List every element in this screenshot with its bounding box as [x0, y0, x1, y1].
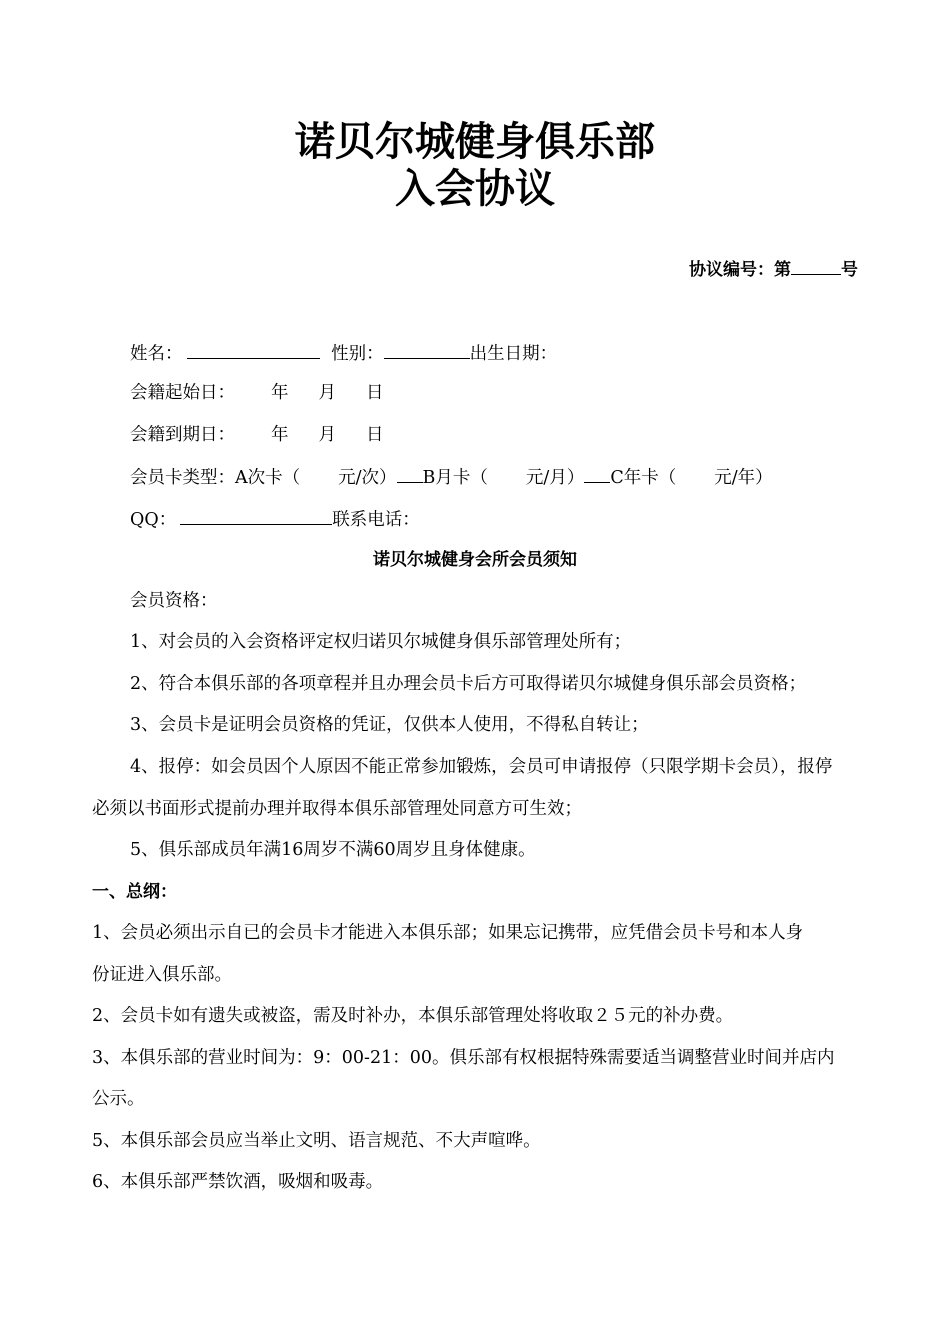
general-item-1: 1、会员必须出示自已的会员卡才能进入本俱乐部；如果忘记携带，应凭借会员卡号和本人身 — [92, 923, 804, 943]
start-year: 年 — [271, 383, 289, 403]
card-a-unit: 元/次） — [338, 468, 397, 488]
agreement-number-prefix: 协议编号：第 — [689, 260, 791, 280]
agreement-number-suffix: 号 — [841, 260, 858, 280]
name-blank[interactable] — [187, 340, 320, 359]
agreement-number — [689, 256, 858, 282]
general-item-3-cont: 公示。 — [92, 1089, 145, 1109]
card-type-row — [130, 464, 773, 490]
qualification-item-3: 3、会员卡是证明会员资格的凭证，仅供本人使用，不得私自转让； — [130, 715, 649, 735]
name-gender-row — [130, 340, 557, 366]
start-date-row — [130, 381, 384, 405]
end-day: 日 — [366, 425, 384, 445]
qq-blank[interactable] — [180, 506, 332, 525]
contact-row — [130, 506, 420, 532]
start-day: 日 — [366, 383, 384, 403]
card-b-blank[interactable] — [397, 464, 423, 483]
start-month: 月 — [318, 383, 336, 403]
notice-title: 诺贝尔城健身会所会员须知 — [373, 550, 577, 570]
card-c-label: C年卡（ — [610, 468, 677, 488]
qualification-item-4-cont: 必须以书面形式提前办理并取得本俱乐部管理处同意方可生效； — [92, 799, 582, 819]
card-c-blank[interactable] — [584, 464, 610, 483]
start-date-label: 会籍起始日： — [130, 383, 235, 403]
agreement-title: 入会协议 — [395, 165, 555, 212]
card-type-label: 会员卡类型：A次卡（ — [130, 468, 301, 488]
phone-label: 联系电话： — [332, 510, 420, 530]
end-year: 年 — [271, 425, 289, 445]
end-date-row — [130, 423, 384, 447]
qualification-item-1: 1、对会员的入会资格评定权归诺贝尔城健身俱乐部管理处所有； — [130, 632, 632, 652]
gender-label: 性别： — [331, 344, 384, 364]
qualification-item-2: 2、符合本俱乐部的各项章程并且办理会员卡后方可取得诺贝尔城健身俱乐部会员资格； — [130, 674, 807, 694]
general-heading: 一、总纲： — [92, 882, 177, 902]
general-item-5: 5、本俱乐部会员应当举止文明、语言规范、不大声喧哗。 — [92, 1131, 541, 1151]
qualification-item-4: 4、报停：如会员因个人原因不能正常参加锻炼，会员可申请报停（只限学期卡会员），报停 — [130, 757, 833, 777]
qq-label: QQ： — [130, 510, 177, 530]
end-date-label: 会籍到期日： — [130, 425, 235, 445]
general-item-2: 2、会员卡如有遗失或被盗，需及时补办，本俱乐部管理处将收取２５元的补办费。 — [92, 1006, 734, 1026]
name-label: 姓名： — [130, 344, 183, 364]
agreement-number-blank[interactable] — [791, 256, 841, 275]
general-item-3: 3、本俱乐部的营业时间为：9：00-21：00。俱乐部有权根据特殊需要适当调整营业时间并店内 — [92, 1048, 835, 1068]
end-month: 月 — [318, 425, 336, 445]
card-c-unit: 元/年） — [714, 468, 773, 488]
club-title: 诺贝尔城健身俱乐部 — [295, 118, 655, 165]
general-item-6: 6、本俱乐部严禁饮酒，吸烟和吸毒。 — [92, 1172, 384, 1192]
qualification-item-5: 5、俱乐部成员年满16周岁不满60周岁且身体健康。 — [130, 840, 536, 860]
gender-blank[interactable] — [384, 340, 470, 359]
general-item-1-cont: 份证进入俱乐部。 — [92, 965, 232, 985]
qualification-heading: 会员资格： — [130, 591, 218, 611]
birth-date-label: 出生日期： — [469, 344, 558, 364]
card-b-label: B月卡（ — [422, 468, 488, 488]
card-b-unit: 元/月） — [525, 468, 585, 488]
